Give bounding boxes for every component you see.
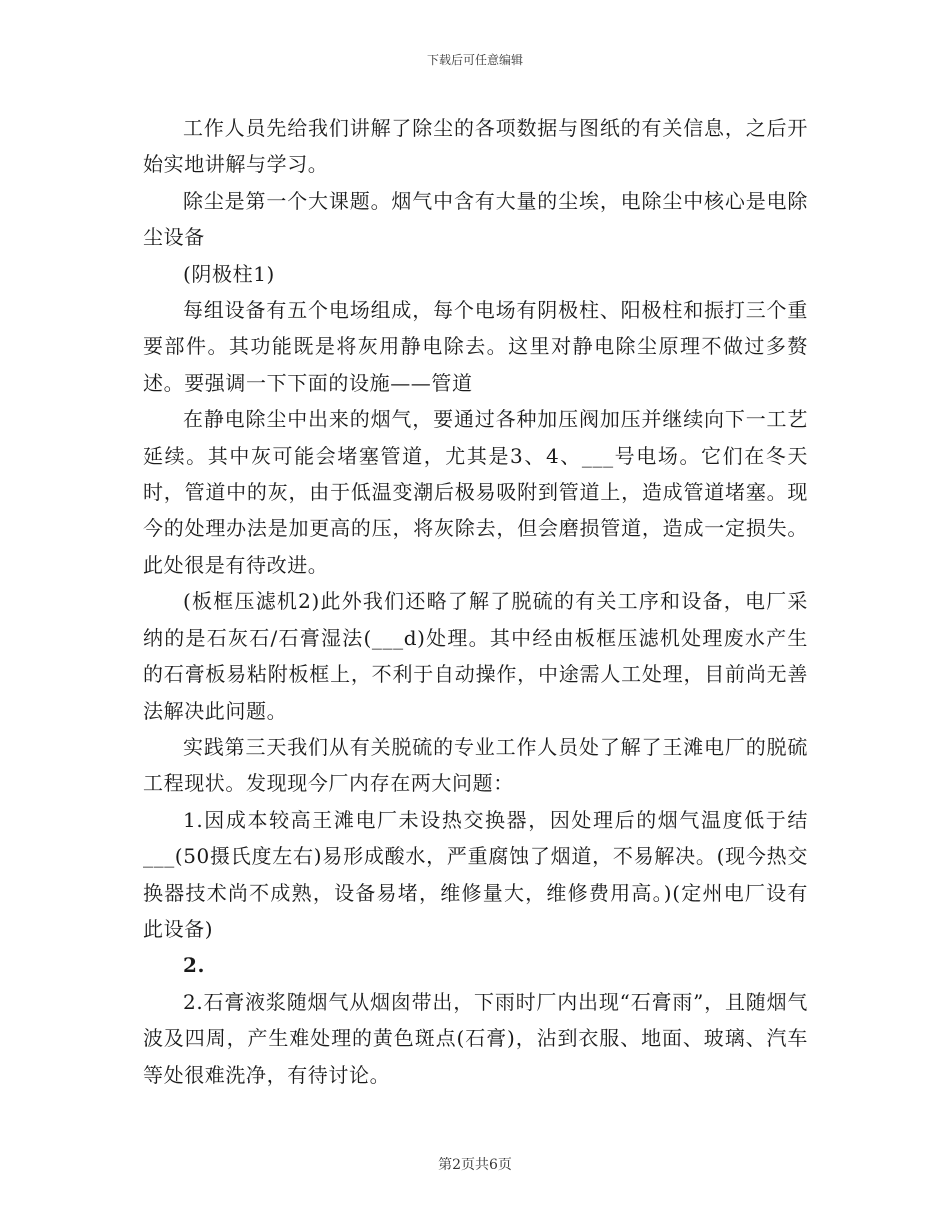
paragraph-desulfurization: (板框压滤机2)此外我们还略了解了脱硫的有关工序和设备，电厂采纳的是石灰石/石膏湿法(___d)处理。其中经由板框压滤机处理废水产生的石膏板易粘附板框上，不利于自动操作，中途需人工处理，目前尚无善法解决此问题。	[143, 589, 808, 723]
paragraph-electric-fields: 每组设备有五个电场组成，每个电场有阴极柱、阳极柱和振打三个重要部件。其功能既是将灰用静电除去。这里对静电除尘原理不做过多赘述。要强调一下下面的设施——管道	[143, 298, 808, 395]
paragraph-pipeline: 在静电除尘中出来的烟气，要通过各种加压阀加压并继续向下一工艺延续。其中灰可能会堵塞管道，尤其是3、4、___号电场。它们在冬天时，管道中的灰，由于低温变潮后极易吸附到管道上，造成管道堵塞。现今的处理办法是加更高的压，将灰除去，但会磨损管道，造成一定损失。此处很是有待改进。	[143, 407, 808, 577]
paragraph-cathode-caption: (阴极柱1)	[183, 261, 275, 286]
paragraph-number-two: 2.	[183, 953, 206, 978]
page-footer: 第2页共6页	[438, 1157, 512, 1173]
paragraph-intro: 工作人员先给我们讲解了除尘的各项数据与图纸的有关信息，之后开始实地讲解与学习。	[143, 116, 808, 177]
paragraph-problem-one: 1.因成本较高王滩电厂未设热交换器，因处理后的烟气温度低于结___(50摄氏度左右)易形成酸水，严重腐蚀了烟道，不易解决。(现今热交换器技术尚不成熟，设备易堵，维修量大，维修费用高。)(定州电厂设有此设备)	[143, 807, 808, 941]
paragraph-dust-removal: 除尘是第一个大课题。烟气中含有大量的尘埃，电除尘中核心是电除尘设备	[143, 188, 808, 250]
paragraph-problem-two: 2.石膏液浆随烟气从烟囱带出，下雨时厂内出现“石膏雨”，且随烟气波及四周，产生难处理的黄色斑点(石膏)，沾到衣服、地面、玻璃、汽车等处很难洗净，有待讨论。	[143, 989, 808, 1087]
paragraph-day-three: 实践第三天我们从有关脱硫的专业工作人员处了解了王滩电厂的脱硫工程现状。发现现今厂内存在两大问题：	[143, 734, 808, 796]
page-header: 下载后可任意编辑	[426, 53, 523, 67]
document-body	[143, 110, 808, 1093]
